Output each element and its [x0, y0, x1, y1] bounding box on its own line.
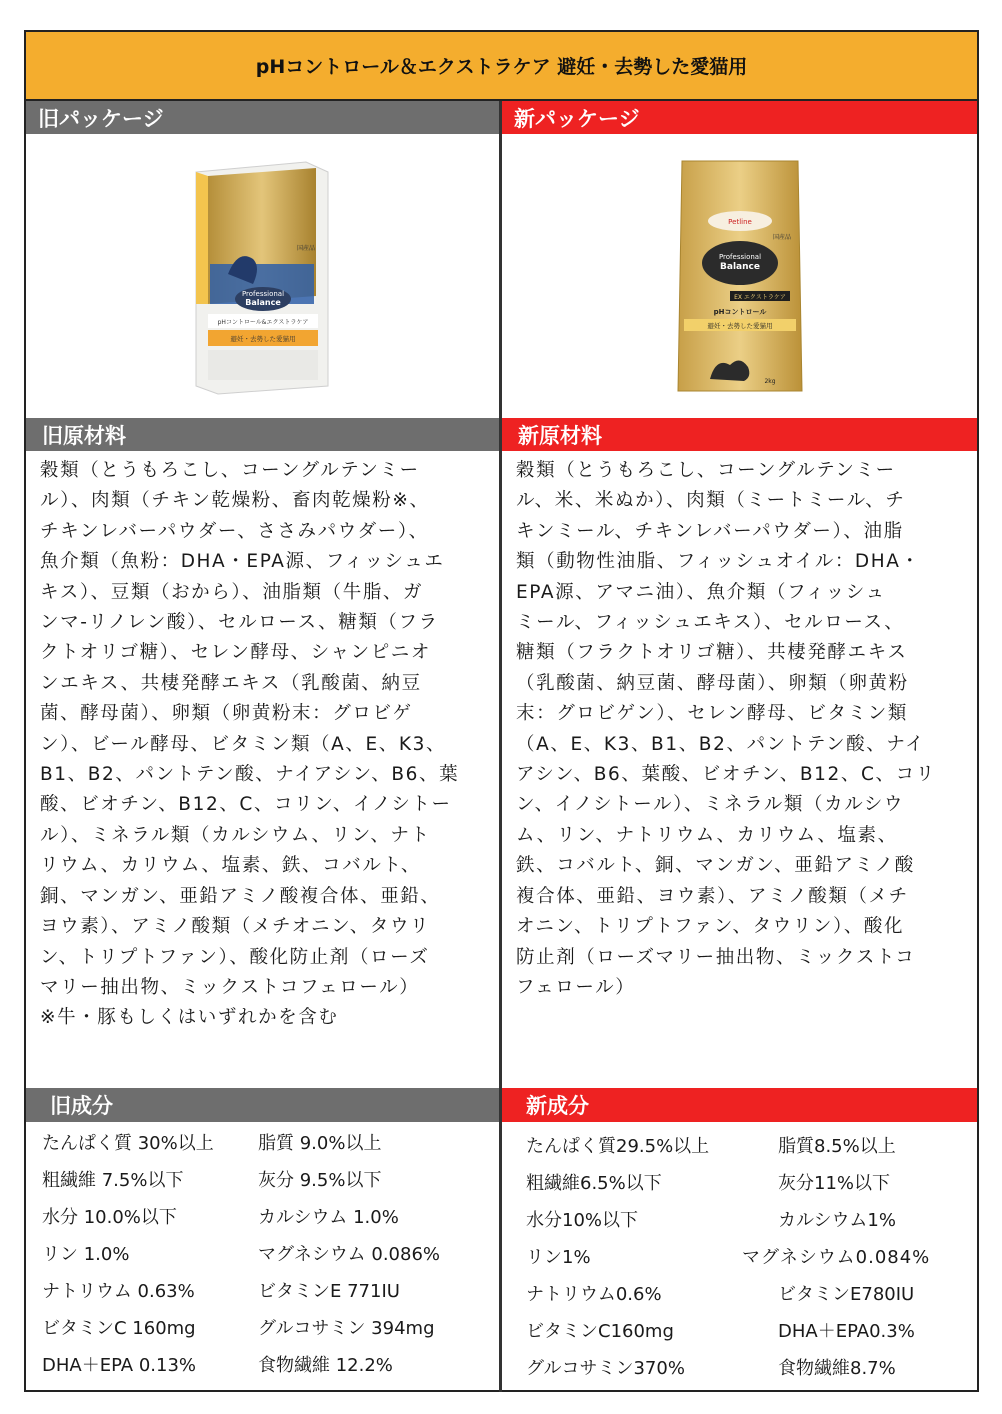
old-nutrients-header-label: 旧成分: [50, 1094, 113, 1118]
materials-line: フェロール）: [516, 976, 636, 998]
nutrient-value: たんぱく質29.5%以上: [526, 1136, 710, 1157]
nutrient-value: 水分10%以下: [526, 1210, 639, 1231]
materials-line: ン）、ビール酵母、ビタミン類（A、E、K3、: [40, 733, 447, 755]
new-pkg-brand2: Balance: [719, 262, 760, 272]
materials-line: 類（動物性油脂、フィッシュオイル：DHA・: [516, 551, 921, 573]
materials-line: ム、リン、ナトリウム、カリウム、塩素、: [516, 824, 898, 846]
materials-line: ン、イノシトール）、ミネラル類（カルシウ: [516, 794, 905, 816]
new-pkg-made-in: 国産品: [772, 234, 791, 241]
new-package-illustration: [670, 151, 810, 401]
old-pkg-brand2: Balance: [244, 297, 281, 307]
materials-line: 穀類（とうもろこし、コーングルテンミー: [40, 460, 420, 481]
nutrient-value: 粗繊維 7.5%以下: [42, 1170, 184, 1191]
old-package-image: [26, 134, 499, 418]
materials-line: マリー抽出物、ミックストコフェロール）: [40, 976, 420, 998]
materials-line: ンエキス、共棲発酵エキス（乳酸菌、納豆: [40, 672, 422, 694]
new-nutrients-header-label: 新成分: [526, 1094, 589, 1118]
new-materials-header-label: 新原材料: [518, 423, 602, 448]
nutrient-value: カルシウム 1.0%: [258, 1207, 399, 1228]
nutrient-value: リン 1.0%: [42, 1244, 130, 1265]
nutrient-value: ビタミンE780IU: [778, 1284, 915, 1305]
materials-line: アシン、B6、葉酸、ビオチン、B12、C、コリ: [516, 764, 936, 786]
nutrient-value: 脂質 9.0%以上: [258, 1133, 382, 1154]
nutrient-value: マグネシウム0.084%: [742, 1247, 931, 1268]
materials-line: ル）、ミネラル類（カルシウム、リン、ナト: [40, 824, 431, 846]
new-pkg-maker: Petline: [727, 218, 752, 226]
nutrient-value: 灰分 9.5%以下: [258, 1170, 382, 1191]
old-materials-text: [40, 456, 490, 1034]
old-pkg-brand1: Professional: [241, 289, 284, 298]
materials-line: 銅、マンガン、亜鉛アミノ酸複合体、亜鉛、: [40, 885, 441, 907]
new-package-header: [502, 101, 977, 134]
old-materials-header: [26, 418, 499, 451]
nutrient-value: ビタミンC 160mg: [42, 1318, 196, 1339]
nutrient-value: 灰分11%以下: [778, 1173, 891, 1194]
old-package-illustration: [188, 154, 338, 399]
materials-line: （乳酸菌、納豆菌、酵母菌）、卵類（卵黄粉: [516, 672, 909, 694]
old-package-header-label: 旧パッケージ: [38, 106, 164, 131]
materials-line: 末：グロビゲン）、セレン酵母、ビタミン類: [516, 703, 908, 725]
nutrient-value: グルコサミン 394mg: [258, 1318, 435, 1339]
nutrient-value: 水分 10.0%以下: [42, 1207, 177, 1228]
new-pkg-brand1: Professional: [718, 253, 761, 261]
new-pkg-weight: 2kg: [763, 378, 776, 385]
nutrient-value: マグネシウム 0.086%: [258, 1244, 440, 1265]
new-pkg-ex: EX エクストラケア: [733, 294, 786, 301]
materials-line: ※牛・豚もしくはいずれかを含む: [40, 1007, 339, 1029]
materials-line: 魚介類（魚粉：DHA・EPA源、フィッシュエ: [40, 551, 445, 573]
materials-line: ミール、フィッシュエキス）、セルロース、: [516, 612, 905, 634]
nutrient-value: ナトリウム0.6%: [526, 1284, 662, 1305]
materials-line: キス）、豆類（おから）、油脂類（牛脂、ガ: [40, 581, 424, 603]
materials-line: 菌、酵母菌）、卵類（卵黄粉末：グロビゲ: [40, 703, 413, 725]
materials-line: 複合体、亜鉛、ヨウ素）、アミノ酸類（メチ: [516, 885, 909, 907]
nutrient-value: リン1%: [526, 1247, 591, 1268]
old-package-header: [26, 101, 499, 134]
materials-line: ヨウ素）、アミノ酸類（メチオニン、タウリ: [40, 916, 431, 938]
nutrient-value: 食物繊維 12.2%: [258, 1355, 393, 1376]
materials-line: リウム、カリウム、塩素、鉄、コバルト、: [40, 855, 421, 877]
materials-line: EPA源、アマニ油）、魚介類（フィッシュ: [516, 581, 886, 603]
materials-line: ル、米、米ぬか）、肉類（ミートミール、チ: [516, 490, 906, 512]
new-nutrients-header: [502, 1088, 977, 1122]
old-pkg-product: pHコントロール&エクストラケア: [217, 318, 308, 326]
materials-line: B1、B2、パントテン酸、ナイアシン、B6、葉: [40, 764, 460, 786]
old-pkg-made-in: 国産品: [296, 244, 315, 252]
new-materials-text: [516, 456, 971, 1003]
nutrient-value: ビタミンE 771IU: [258, 1281, 400, 1302]
page-title: pHコントロール＆エクストラケア 避妊・去勢した愛猫用: [26, 32, 977, 101]
nutrient-value: DHA＋EPA 0.13%: [42, 1355, 197, 1376]
materials-line: クトオリゴ糖）、セレン酵母、シャンピニオ: [40, 642, 431, 664]
nutrient-value: グルコサミン370%: [526, 1358, 685, 1379]
materials-line: ル）、肉類（チキン乾燥粉、畜肉乾燥粉※、: [40, 490, 430, 512]
new-materials-header: [502, 418, 977, 451]
nutrient-value: ビタミンC160mg: [526, 1321, 674, 1342]
materials-line: ン、トリプトファン）、酸化防止剤（ローズ: [40, 946, 430, 968]
new-pkg-target: 避妊・去勢した愛猫用: [707, 322, 772, 330]
nutrient-value: 食物繊維8.7%: [778, 1358, 896, 1379]
materials-line: 穀類（とうもろこし、コーングルテンミー: [516, 460, 896, 481]
materials-line: オニン、トリプトファン、タウリン）、酸化: [516, 916, 905, 938]
old-pkg-target: 避妊・去勢した愛猫用: [230, 334, 295, 343]
nutrient-value: たんぱく質 30%以上: [42, 1133, 214, 1154]
materials-line: 防止剤（ローズマリー抽出物、ミックストコ: [516, 946, 916, 968]
materials-line: ンマ-リノレン酸）、セルロース、糖類（フラ: [40, 612, 439, 634]
old-nutrients-header: [26, 1088, 499, 1122]
materials-line: 鉄、コバルト、銅、マンガン、亜鉛アミノ酸: [516, 855, 915, 877]
nutrient-value: カルシウム1%: [778, 1210, 896, 1231]
materials-line: （A、E、K3、B1、B2、パントテン酸、ナイ: [516, 733, 926, 755]
nutrient-value: 粗繊維6.5%以下: [526, 1173, 662, 1194]
materials-line: チキンレバーパウダー、ささみパウダー）、: [40, 520, 429, 542]
materials-line: キンミール、チキンレバーパウダー）、油脂: [516, 520, 904, 542]
nutrient-value: ナトリウム 0.63%: [42, 1281, 195, 1302]
new-pkg-product: pHコントロール: [713, 308, 766, 316]
new-package-image: [502, 134, 977, 418]
old-materials-header-label: 旧原材料: [42, 423, 126, 448]
nutrient-value: 脂質8.5%以上: [778, 1136, 896, 1157]
nutrient-value: DHA＋EPA0.3%: [778, 1321, 915, 1342]
materials-line: 酸、ビオチン、B12、C、コリン、イノシトー: [40, 794, 452, 816]
new-package-header-label: 新パッケージ: [514, 106, 640, 131]
materials-line: 糖類（フラクトオリゴ糖）、共棲発酵エキス: [516, 642, 908, 664]
